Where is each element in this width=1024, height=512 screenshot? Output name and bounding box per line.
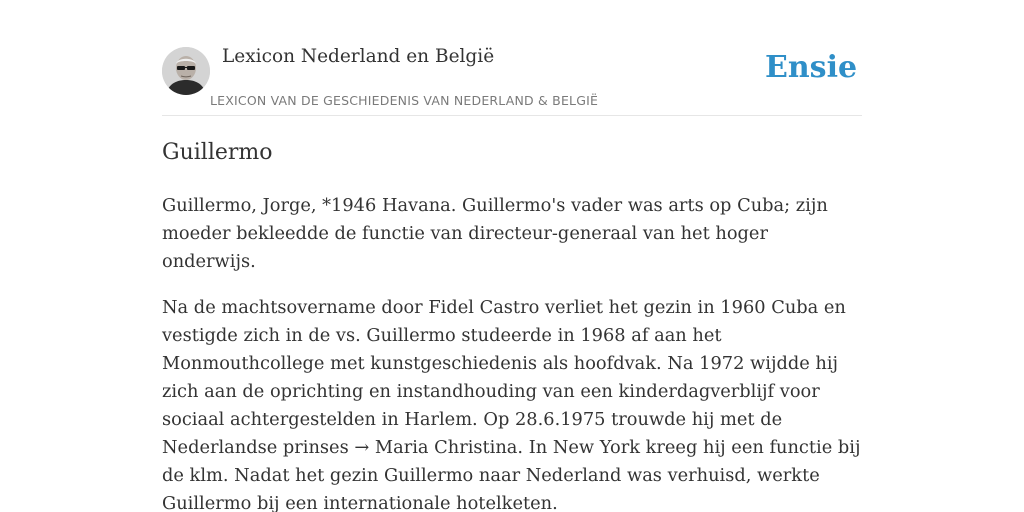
author-avatar-icon — [162, 47, 210, 95]
entry-paragraph-1: Guillermo, Jorge, *1946 Havana. Guillermo's vader was arts op Cuba; zijn moeder bekleedde de functie van directeur-generaal van het hoger onderwijs. — [162, 195, 828, 272]
paragraph-2-text-after: . In New York kreeg hij een functie bij de klm. Nadat het gezin Guillermo naar Nederland was verhuisd, werkte Guillermo bij een internationale hotelketen. — [162, 437, 861, 512]
maria-christina-link[interactable]: → Maria Christina — [354, 437, 518, 458]
source-subtitle[interactable]: LEXICON VAN DE GESCHIEDENIS VAN NEDERLAND & BELGIË — [210, 93, 599, 108]
entry-body — [162, 192, 864, 512]
author-avatar[interactable] — [162, 47, 210, 95]
source-title[interactable]: Lexicon Nederland en België — [222, 46, 495, 67]
paragraph-2-text-before: Na de machtsovername door Fidel Castro verliet het gezin in 1960 Cuba en vestigde zich in de vs. Guillermo studeerde in 1968 af aan het Monmouthcollege met kunstgeschiedenis als hoofdvak. Na 1972 wijdde hij zich aan de oprichting en instandhouding van een kinderdagverblijf voor sociaal achtergestelden in Harlem. Op 28.6.1975 trouwde hij met de Nederlandse prinses — [162, 297, 846, 458]
entry-title: Guillermo — [162, 140, 273, 165]
header-divider — [162, 115, 862, 116]
entry-paragraph-2 — [162, 294, 864, 512]
ensie-logo[interactable]: Ensie — [765, 50, 858, 85]
